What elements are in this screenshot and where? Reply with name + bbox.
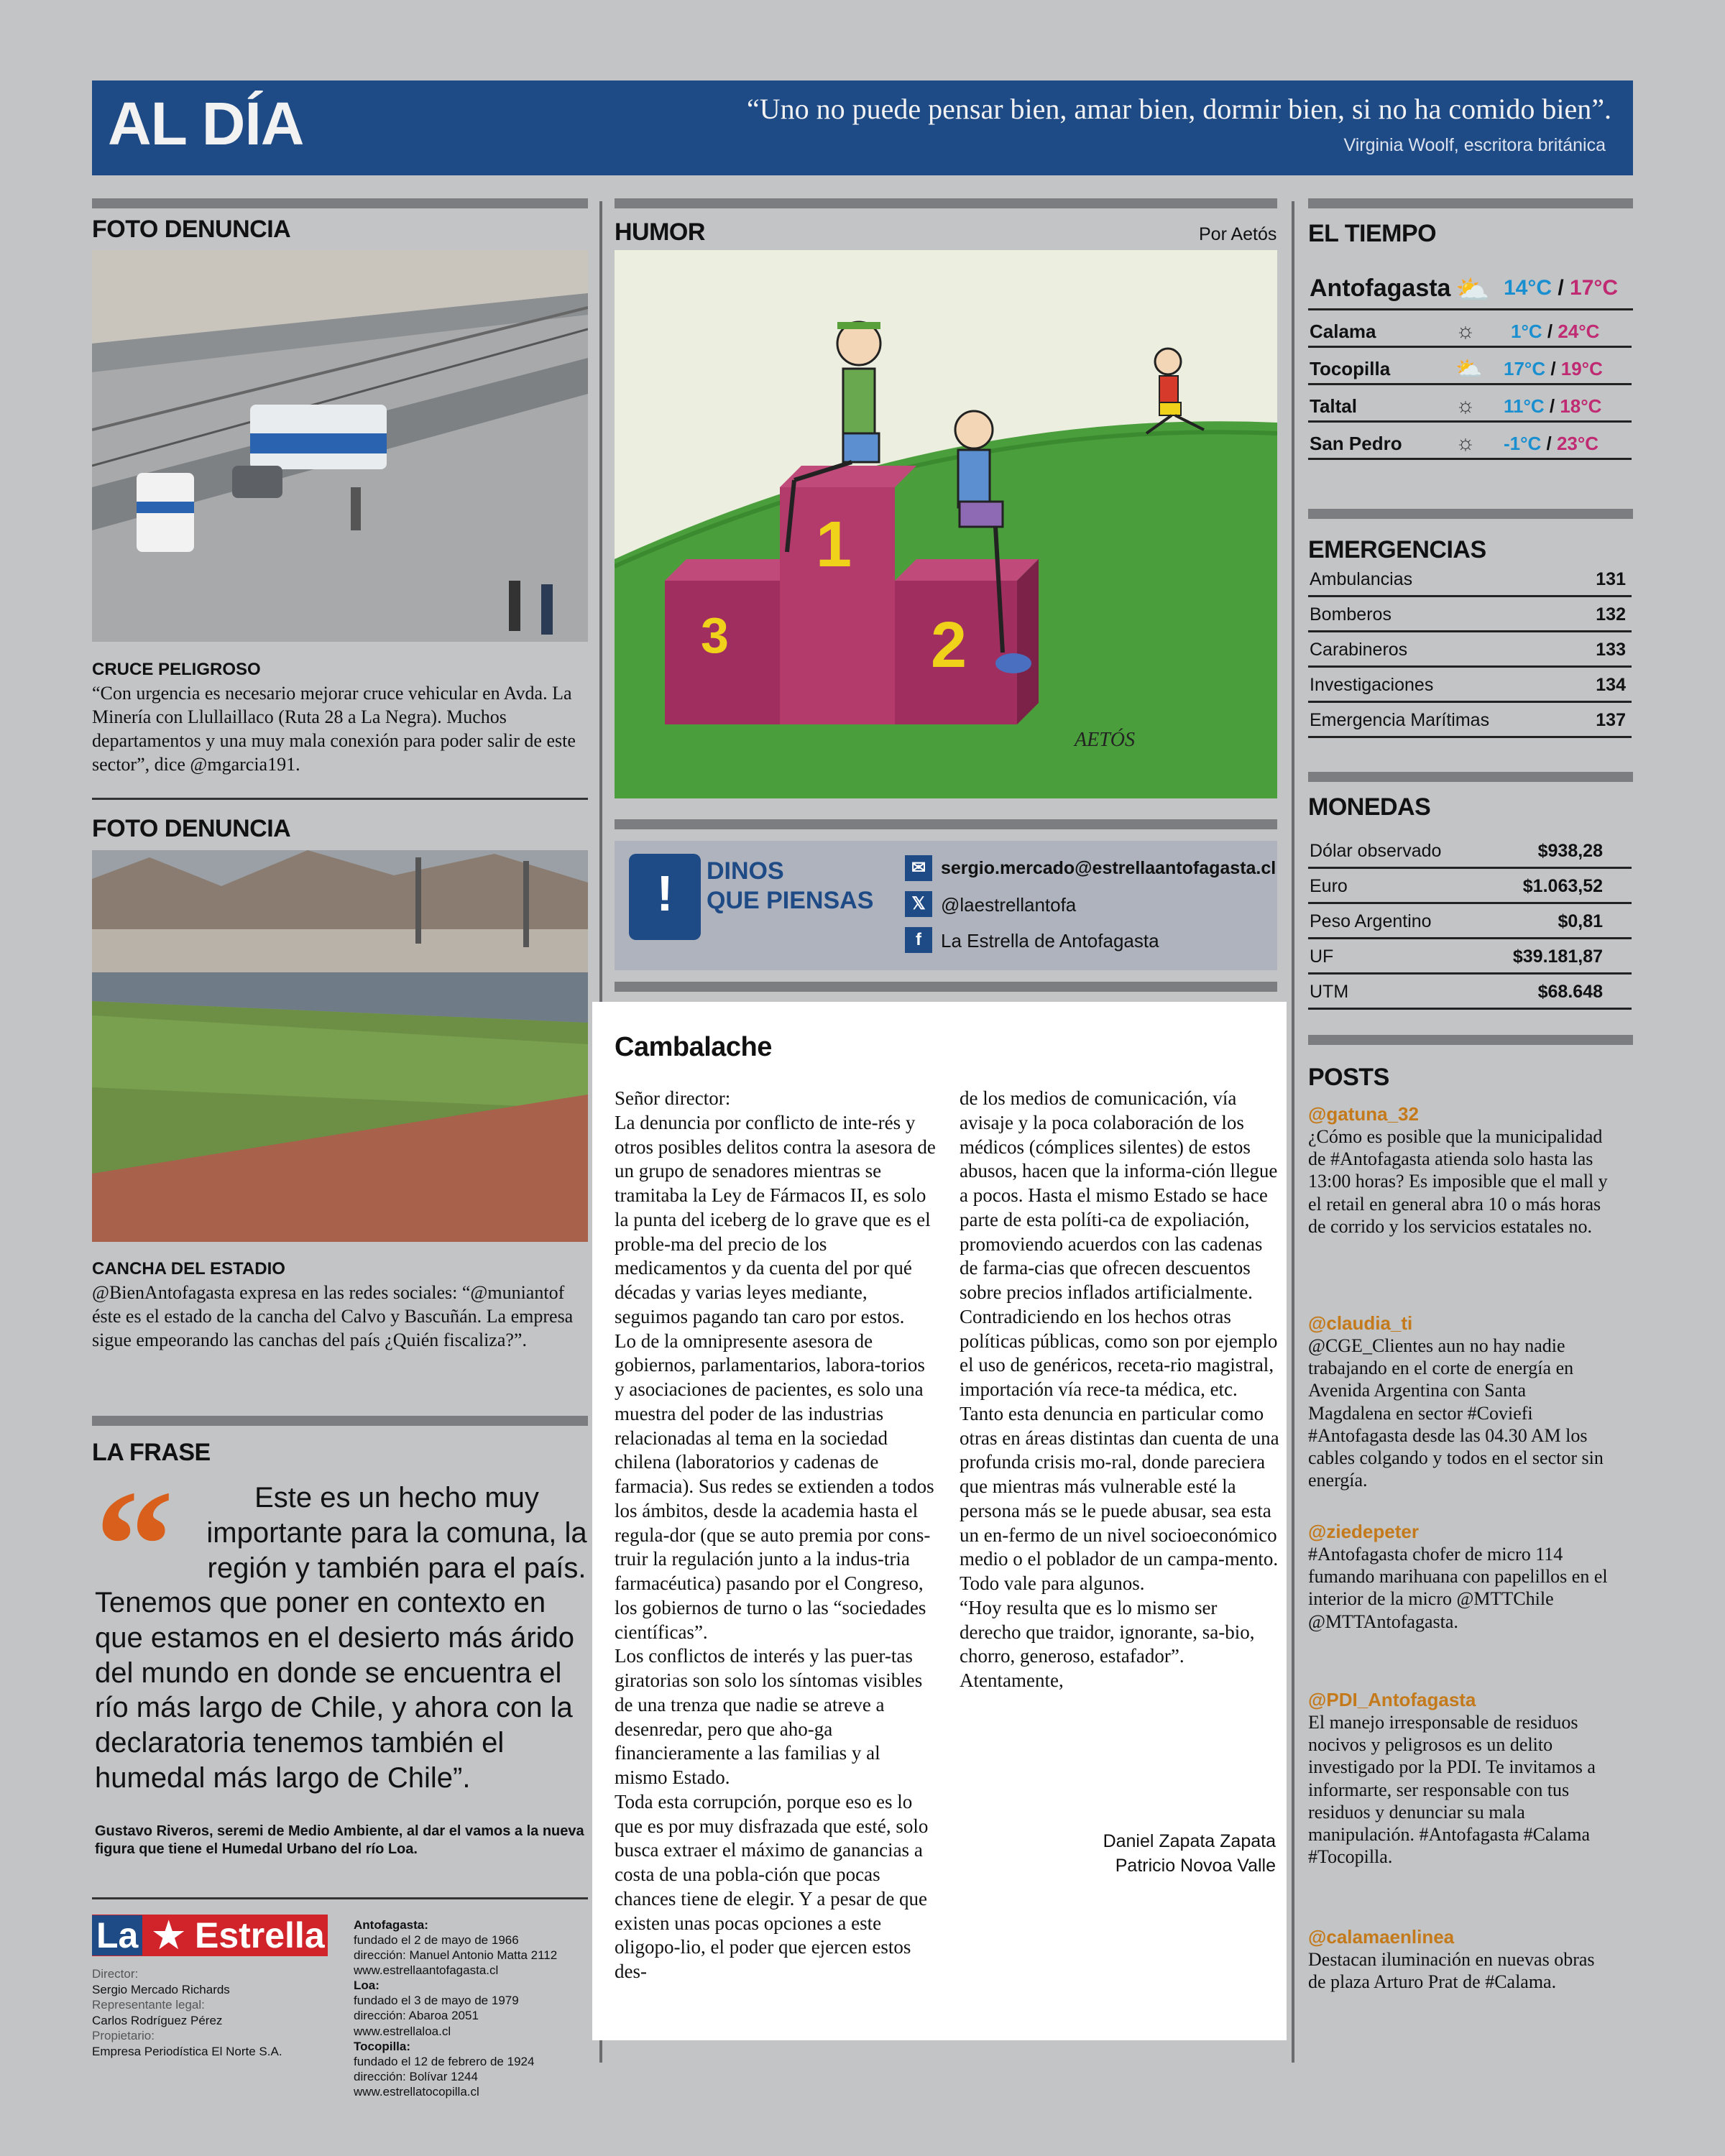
office-web[interactable]: www.estrellaloa.cl (354, 2024, 451, 2038)
office-address: dirección: Bolívar 1244 (354, 2069, 478, 2083)
photo-highway-crossing (92, 250, 588, 642)
office-founded: fundado el 12 de febrero de 1924 (354, 2054, 535, 2068)
la-frase-quote-rest: Tenemos que poner en contexto en que estamos en el desierto más árido del mundo en donde se encuentra el río más largo de Chile, y ahora con la declaratoria tenemos también el humedal más largo de Chile”. (95, 1587, 575, 1794)
section-rule (1308, 509, 1633, 519)
currency-row: Peso Argentino $0,81 (1308, 904, 1632, 939)
post-text: Destacan iluminación en nuevas obras de plaza Arturo Prat de #Calama. (1308, 1949, 1595, 1993)
emergency-row: Ambulancias 131 (1308, 562, 1632, 597)
post-user[interactable]: @PDI_Antofagasta (1308, 1689, 1476, 1710)
section-rule (1308, 1035, 1633, 1045)
foto-denuncia-title: FOTO DENUNCIA (92, 815, 291, 842)
header-quote-author: Virginia Woolf, escritora británica (1343, 135, 1606, 155)
cartoon-signature: AETÓS (1075, 729, 1135, 751)
la-frase-quote-lead: Este es un hecho muy importante para la comuna, la región y también para el país. (206, 1482, 587, 1584)
section-divider (92, 1897, 588, 1899)
monedas-list (1308, 834, 1633, 1013)
logo-left: La (92, 1915, 142, 1955)
photo-caption-text: @BienAntofagasta expresa en las redes sociales: “@muniantof éste es el estado de la cancha del Calvo y Bascuñán. La empresa sigue empeorando las canchas del país ¿Quién fiscaliza?”. (92, 1282, 574, 1351)
dinos-title-line2: QUE PIENSAS (707, 886, 874, 914)
star-icon: ★ (142, 1915, 195, 1955)
currency-row: Dólar observado $938,28 (1308, 834, 1632, 869)
weather-row: Taltal ☼ 11°C / 18°C (1308, 387, 1632, 423)
logo-right: Estrella (194, 1915, 325, 1955)
post-user[interactable]: @ziedepeter (1308, 1521, 1419, 1542)
email-icon: ✉ (905, 855, 932, 881)
contact-x-text: @laestrellantofa (941, 894, 1077, 916)
masthead-offices (354, 1917, 591, 2099)
office-web[interactable]: www.estrellatocopilla.cl (354, 2084, 479, 2099)
weather-title: EL TIEMPO (1308, 220, 1437, 247)
emergency-row: Investigaciones 134 (1308, 668, 1632, 703)
la-estrella-logo (92, 1915, 328, 1956)
humor-title: HUMOR (615, 218, 705, 246)
weather-row: San Pedro ☼ -1°C / 23°C (1308, 424, 1632, 460)
section-rule (92, 1416, 588, 1426)
section-rule (615, 819, 1277, 829)
contact-facebook-text: La Estrella de Antofagasta (941, 930, 1159, 952)
foto-denuncia-title: FOTO DENUNCIA (92, 216, 291, 243)
emergencias-list (1308, 562, 1633, 742)
emergency-row: Emergencia Marítimas 137 (1308, 703, 1632, 738)
rep-name: Carlos Rodríguez Pérez (92, 2013, 223, 2027)
post-user[interactable]: @claudia_ti (1308, 1312, 1413, 1334)
facebook-icon: f (905, 927, 932, 953)
header-quote: “Uno no puede pensar bien, amar bien, dormir bien, si no ha comido bien”. (747, 93, 1611, 125)
weather-city: Antofagasta (1310, 275, 1451, 302)
post-item (1308, 1103, 1610, 1238)
post-item (1308, 1926, 1610, 1993)
post-user[interactable]: @calamaenlinea (1308, 1926, 1455, 1948)
post-item (1308, 1689, 1610, 1868)
dinos-title-line1: DINOS (707, 857, 784, 885)
dinos-box (615, 841, 1277, 970)
office-city: Tocopilla: (354, 2039, 411, 2053)
letter-title: Cambalache (615, 1032, 772, 1062)
posts-title: POSTS (1308, 1064, 1389, 1091)
photo-stadium (92, 850, 588, 1242)
letter-signer: Patricio Novoa Valle (1115, 1855, 1276, 1876)
owner-name: Empresa Periodística El Norte S.A. (92, 2044, 282, 2058)
contact-list (905, 854, 1276, 962)
letter-signer: Daniel Zapata Zapata (1103, 1831, 1276, 1851)
contact-email-text: sergio.mercado@estrellaantofagasta.cl (941, 858, 1276, 878)
humor-byline: Por Aetós (1199, 224, 1277, 244)
sun-icon: ☼ (1455, 319, 1476, 343)
sun-icon: ☼ (1455, 431, 1476, 455)
post-text: #Antofagasta chofer de micro 114 fumando marihuana con papelillos en el interior de la micro @MTTChile @MTTAntofagasta. (1308, 1544, 1608, 1632)
section-rule (92, 198, 588, 208)
weather-row: Tocopilla ⛅ 17°C / 19°C (1308, 349, 1632, 385)
section-rule (615, 982, 1277, 992)
emergency-row: Bomberos 132 (1308, 597, 1632, 632)
photo-caption-text: “Con urgencia es necesario mejorar cruce vehicular en Avda. La Minería con Llullaillaco (Ruta 28 a La Negra). Muchos departamentos y una muy mala conexión para poder salir de este sector”, dice @mgarcia191. (92, 683, 576, 775)
post-text: @CGE_Clientes aun no hay nadie trabajando en el corte de energía en Avenida Argentina con Santa Magdalena en sector #Coviefi #Antofagasta desde las 04.30 AM los cables colgando y todos en el sector sin energía. (1308, 1335, 1604, 1491)
director-name: Sergio Mercado Richards (92, 1982, 230, 1996)
owner-label: Propietario: (92, 2029, 155, 2043)
weather-temps: 14°C / 17°C (1504, 276, 1619, 300)
currency-row: UTM $68.648 (1308, 975, 1632, 1010)
la-frase-title: LA FRASE (92, 1439, 211, 1466)
section-rule (1308, 198, 1633, 208)
weather-main-row (1308, 267, 1633, 310)
la-frase-attribution: Gustavo Riveros, seremi de Medio Ambiente, al dar el vamos a la nueva figura que tiene el Humedal Urbano del río Loa. (95, 1823, 584, 1857)
masthead-staff (92, 1966, 329, 2059)
column-divider (1292, 201, 1294, 2063)
photo-caption-title: CANCHA DEL ESTADIO (92, 1259, 285, 1279)
office-founded: fundado el 2 de mayo de 1966 (354, 1933, 519, 1948)
post-item (1308, 1521, 1610, 1633)
office-city: Loa: (354, 1978, 380, 1993)
dinos-title (707, 857, 873, 916)
humor-cartoon (615, 250, 1277, 798)
post-text: ¿Cómo es posible que la municipalidad de #Antofagasta atienda solo hasta las 13:00 horas? Es imposible que el mall y el retail en general abra 10 o más horas de corrido y los servicios estatales no. (1308, 1126, 1608, 1237)
currency-row: UF $39.181,87 (1308, 939, 1632, 975)
section-title: AL DÍA (108, 90, 304, 157)
office-founded: fundado el 3 de mayo de 1979 (354, 1994, 519, 2008)
director-label: Director: (92, 1967, 139, 1981)
post-text: El manejo irresponsable de residuos nocivos y peligrosos es un delito investigado por la PDI. Te invitamos a informarte, ser responsable con tus residuos y denunciar su mala manipulación. #Antofagasta #Calama #Tocopilla. (1308, 1712, 1596, 1868)
podium-number: 2 (931, 609, 967, 681)
letter-signers (960, 1830, 1276, 1879)
speech-bubble-icon: ! (629, 854, 701, 940)
photo-caption-title: CRUCE PELIGROSO (92, 660, 261, 679)
x-icon: 𝕏 (905, 891, 932, 917)
monedas-title: MONEDAS (1308, 793, 1431, 821)
post-item (1308, 1312, 1610, 1491)
podium-number: 3 (701, 607, 729, 663)
sun-icon: ☼ (1455, 394, 1476, 418)
section-rule (1308, 772, 1633, 782)
section-rule (615, 198, 1277, 208)
letter-column-2: de los medios de comunicación, vía avisaje y la poca colaboración de los médicos (cómplices silentes) de estos abusos, hacen que la informa-ción llegue a pocos. Hasta el mismo Estado se hace parte de esta políti-ca de expoliación, promoviendo acuerdos con las cadenas de farma-cias que ofrecen descuentos sobre precios inflados artificialmente. Contradiciendo en los hechos otras políticas públicas, como son por ejemplo el uso de genéricos, receta-rio magistral, importación vía rece-ta médica, etc. Tanto esta denuncia en particular como otras en áreas distintas dan cuenta de una profunda crisis mo-ral, donde pareciera que mientras más vulnerable esté la persona más se le puede abusar, sea esta un en-fermo de un nivel socioeconómico medio o el poblador de un campa-mento. Todo vale para algunos. “Hoy resulta que es lo mismo ser derecho que traidor, ignorante, sa-bio, chorro, generoso, estafador”. Atentamente, (960, 1087, 1279, 1691)
post-user[interactable]: @gatuna_32 (1308, 1103, 1419, 1125)
emergency-row: Carabineros 133 (1308, 632, 1632, 668)
office-web[interactable]: www.estrellaantofagasta.cl (354, 1963, 499, 1978)
emergencias-title: EMERGENCIAS (1308, 536, 1486, 563)
section-divider (92, 798, 588, 800)
weather-row: Calama ☼ 1°C / 24°C (1308, 312, 1632, 348)
partly-cloudy-icon: ⛅ (1455, 357, 1483, 381)
letter-column-1: Señor director: La denuncia por conflicto de inte-rés y otros posibles delitos contra la asesora de un grupo de senadores mientras se tramitaba la Ley de Fármacos II, es solo la punta del iceberg de lo grave que es el proble-ma del precio de los medicamentos y da cuenta del por qué décadas y varias leyes mediante, seguimos pagando tan caro por estos. Lo de la omnipresente asesora de gobiernos, parlamentarios, labora-torios y asociaciones de pacientes, es solo una muestra del poder de las industrias relacionadas al tema en la sociedad chilena (laboratorios y cadenas de farmacia). Sus redes se extienden a todos los ámbitos, desde la academia hasta el regula-dor (que se auto premia por cons-truir la regulación junto a la indus-tria farmacéutica) pasando por el Congreso, los gobiernos de turno o las “sociedades científicas”. Los conflictos de interés y las puer-tas giratorias son solo los síntomas visibles de una trenza que nadie se atreve a desenredar, pero que aho-ga financieramente a las familias y al mismo Estado. Toda esta corrupción, porque eso es lo que es por muy disfrazada que esté, solo busca extraer el máximo de ganancias a costa de una pobla-ción que pocas chances tiene de elegir. Y a pesar de que existen unas pocas opciones a este oligopo-lio, el poder que ejercen estos des- (615, 1087, 936, 1982)
office-address: dirección: Abaroa 2051 (354, 2009, 479, 2023)
office-city: Antofagasta: (354, 1918, 428, 1932)
quote-mark-icon: “ (95, 1457, 174, 1633)
partly-cloudy-icon: ⛅ (1455, 275, 1490, 305)
currency-row: Euro $1.063,52 (1308, 869, 1632, 904)
weather-list (1308, 312, 1633, 463)
office-address: dirección: Manuel Antonio Matta 2112 (354, 1948, 558, 1963)
rep-label: Representante legal: (92, 1998, 205, 2012)
section-header (92, 80, 1633, 175)
podium-number: 1 (816, 509, 852, 581)
